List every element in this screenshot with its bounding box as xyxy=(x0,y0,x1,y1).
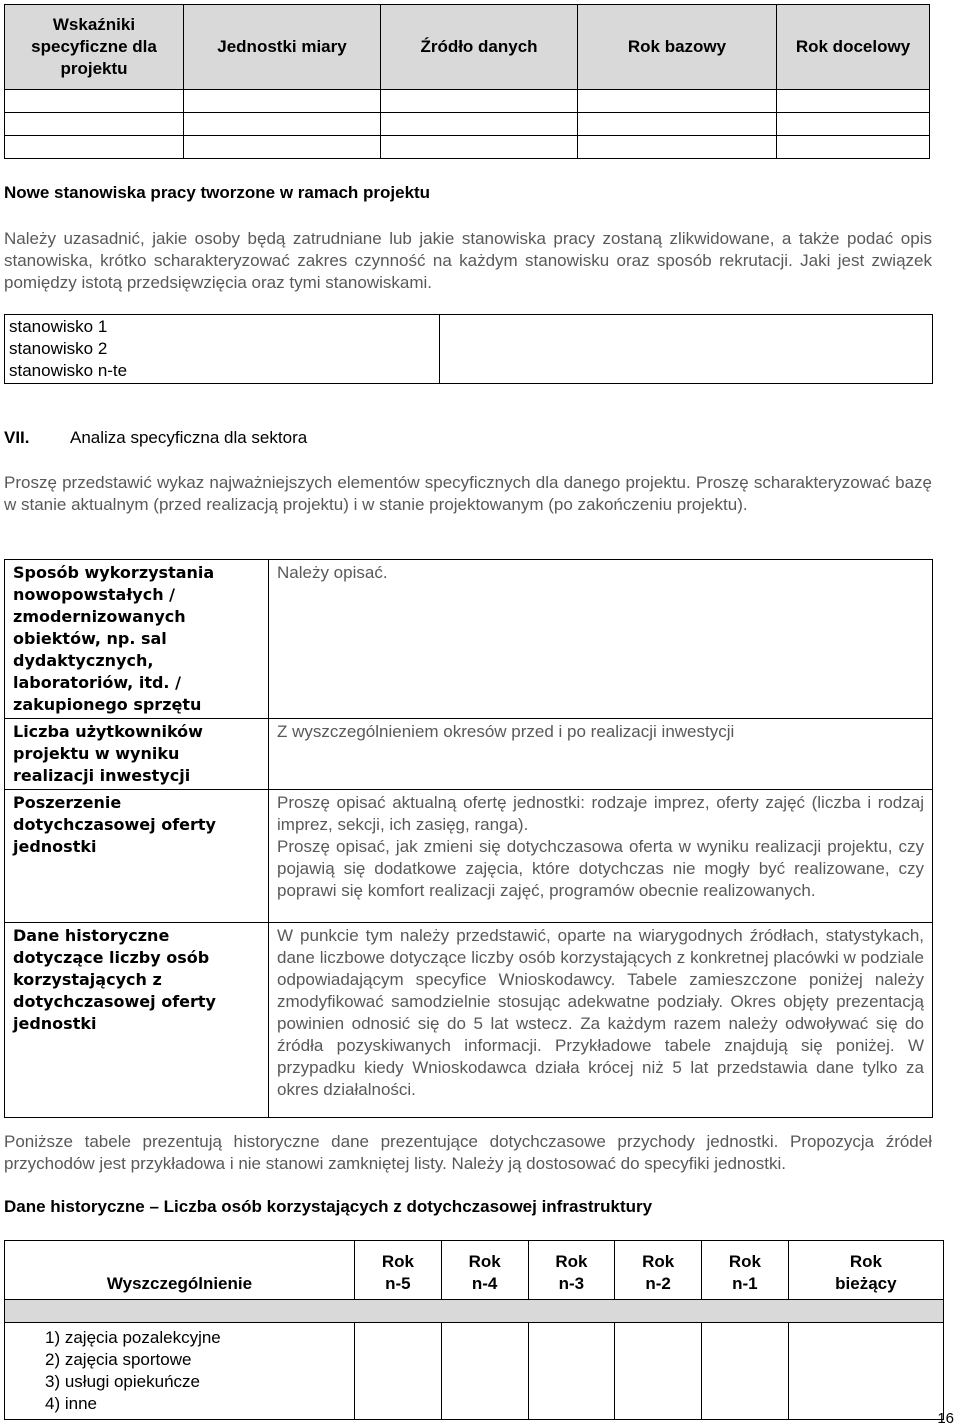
jobs-section-title: Nowe stanowiska pracy tworzone w ramach projektu xyxy=(4,183,431,202)
page-number: 16 xyxy=(937,1410,954,1427)
sector-analysis-table xyxy=(4,559,933,1118)
list-item: 4) inne xyxy=(45,1394,97,1413)
header-year xyxy=(528,1241,615,1300)
year-label: n-1 xyxy=(732,1274,758,1293)
history-header-row xyxy=(5,1241,944,1300)
table-cell[interactable] xyxy=(381,136,578,159)
rok-label: Rok xyxy=(642,1252,675,1271)
table-cell[interactable] xyxy=(5,136,184,159)
header-year xyxy=(441,1241,528,1300)
revenue-note: Poniższe tabele prezentują historyczne dane prezentujące dotychczasowe przychody jednostki. Propozycja źródeł przychodów jest przykładowa i nie stanowi zamkniętej listy. Należy ją dostosować do specyfiki jednostki. xyxy=(4,1132,932,1173)
year-label: bieżący xyxy=(835,1274,897,1293)
row-label-usage: Sposób wykorzystania nowopowstałych / zmodernizowanych obiektów, np. sal dydaktycznych, laboratoriów, itd. / zakupionego sprzętu xyxy=(5,560,269,719)
positions-list xyxy=(5,315,440,384)
row-value-users[interactable]: Z wyszczególnieniem okresów przed i po realizacji inwestycji xyxy=(269,719,933,790)
rok-label: Rok xyxy=(468,1252,501,1271)
rok-label: Rok xyxy=(555,1252,588,1271)
year-label: n-2 xyxy=(645,1274,671,1293)
table-cell[interactable] xyxy=(184,90,381,113)
items-cell xyxy=(5,1323,355,1420)
list-item: 2) zajęcia sportowe xyxy=(45,1350,192,1369)
table-cell[interactable] xyxy=(615,1323,702,1420)
table-cell[interactable] xyxy=(381,90,578,113)
table-cell[interactable] xyxy=(777,113,930,136)
header-base-year: Rok bazowy xyxy=(578,5,777,90)
offer-text-current: Proszę opisać aktualną ofertę jednostki: rodzaje imprez, oferty zajęć (liczba i rodzaj imprez, sekcji, ich zasięg, ranga). xyxy=(277,793,924,834)
positions-table xyxy=(4,314,933,384)
table-row xyxy=(5,790,933,923)
header-year xyxy=(355,1241,442,1300)
separator-row xyxy=(5,1300,944,1323)
list-item: 3) usługi opiekuńcze xyxy=(45,1372,200,1391)
row-value-history[interactable]: W punkcie tym należy przedstawić, oparte na wiarygodnych źródłach, statystykach, dane liczbowe dotyczące liczby osób korzystających z konkretnej placówki w podziale odpowiadającym specyfice Wnioskodawcy. Tabele zamieszczone poniżej należy zmodyfikować samodzielnie stosując adekwatne podziały. Okres objęty prezentacją powinien odnosić się do 5 lat wstecz. Za każdym razem należy odwoływać się do źródła pozyskiwanych informacji. Przykładowe tabele znajdują się poniżej. W przypadku kiedy Wnioskodawca działa krócej niż 5 lat przedstawia dane tylko za okres działalności. xyxy=(269,923,933,1118)
header-indicators: Wskaźniki specyficzne dla projektu xyxy=(5,5,184,90)
list-item: 1) zajęcia pozalekcyjne xyxy=(45,1328,221,1347)
section-vii-title: Analiza specyficzna dla sektora xyxy=(70,428,308,447)
table-cell[interactable] xyxy=(777,90,930,113)
section-vii-text: Proszę przedstawić wykaz najważniejszych elementów specyficznych dla danego projektu. Proszę scharakteryzować bazę w stanie aktualnym (przed realizacją projektu) i w stanie projektowanym (po zakończeniu projektu). xyxy=(4,473,932,514)
position-item: stanowisko 2 xyxy=(9,339,108,358)
table-row xyxy=(5,560,933,719)
offer-text-change: Proszę opisać, jak zmieni się dotychczasowa oferta w wyniku realizacji projektu, czy pojawią się dodatkowe zajęcia, które dotychczas nie mogły być realizowane, czy poprawi się komfort realizacji zajęć, programów obecnie realizowanych. xyxy=(277,837,924,900)
header-target-year: Rok docelowy xyxy=(777,5,930,90)
year-label: n-4 xyxy=(471,1274,498,1293)
indicators-table xyxy=(4,4,930,159)
section-vii-number: VII. xyxy=(4,428,30,447)
table-row xyxy=(5,923,933,1118)
row-label-users: Liczba użytkowników projektu w wyniku realizacji inwestycji xyxy=(5,719,269,790)
table-cell[interactable] xyxy=(5,90,184,113)
table-row xyxy=(5,1323,944,1420)
table-row xyxy=(5,136,930,159)
rok-label: Rok xyxy=(849,1252,882,1271)
header-units: Jednostki miary xyxy=(184,5,381,90)
table-cell[interactable] xyxy=(355,1323,442,1420)
header-year xyxy=(788,1241,943,1300)
table-cell[interactable] xyxy=(184,113,381,136)
rok-label: Rok xyxy=(381,1252,414,1271)
jobs-section-text: Należy uzasadnić, jakie osoby będą zatrudniane lub jakie stanowiska pracy zostaną zlikwidowane, a także podać opis stanowiska, krótko scharakteryzować zakres czynność na każdym stanowisku oraz sposób rekrutacji. Jaki jest związek pomiędzy istotą przedsięwzięcia oraz tymi stanowiskami. xyxy=(4,229,932,292)
table-cell[interactable] xyxy=(441,1323,528,1420)
table-cell[interactable] xyxy=(788,1323,943,1420)
row-value-usage[interactable]: Należy opisać. xyxy=(269,560,933,719)
table-cell[interactable] xyxy=(578,113,777,136)
year-label: n-5 xyxy=(385,1274,411,1293)
history-table xyxy=(4,1240,944,1420)
table-cell[interactable] xyxy=(578,136,777,159)
table-cell[interactable] xyxy=(528,1323,615,1420)
position-item: stanowisko 1 xyxy=(9,317,108,336)
table-row xyxy=(5,113,930,136)
header-specification: Wyszczególnienie xyxy=(5,1241,355,1300)
row-label-history: Dane historyczne dotyczące liczby osób korzystających z dotychczasowej oferty jednostki xyxy=(5,923,269,1118)
year-label: n-3 xyxy=(558,1274,585,1293)
table-row xyxy=(5,719,933,790)
header-year xyxy=(702,1241,789,1300)
table-cell[interactable] xyxy=(5,113,184,136)
header-year xyxy=(615,1241,702,1300)
table-cell[interactable] xyxy=(777,136,930,159)
positions-description-cell[interactable] xyxy=(440,315,933,384)
table-cell[interactable] xyxy=(578,90,777,113)
table-row xyxy=(5,90,930,113)
header-source: Źródło danych xyxy=(381,5,578,90)
positions-row xyxy=(5,315,933,384)
rok-label: Rok xyxy=(728,1252,761,1271)
position-item: stanowisko n-te xyxy=(9,361,128,380)
table-cell[interactable] xyxy=(184,136,381,159)
indicators-header-row xyxy=(5,5,930,90)
history-section-title: Dane historyczne – Liczba osób korzystających z dotychczasowej infrastruktury xyxy=(4,1197,653,1216)
row-value-offer[interactable] xyxy=(269,790,933,923)
separator-cell xyxy=(5,1300,944,1323)
row-label-offer: Poszerzenie dotychczasowej oferty jednostki xyxy=(5,790,269,923)
table-cell[interactable] xyxy=(702,1323,789,1420)
table-cell[interactable] xyxy=(381,113,578,136)
